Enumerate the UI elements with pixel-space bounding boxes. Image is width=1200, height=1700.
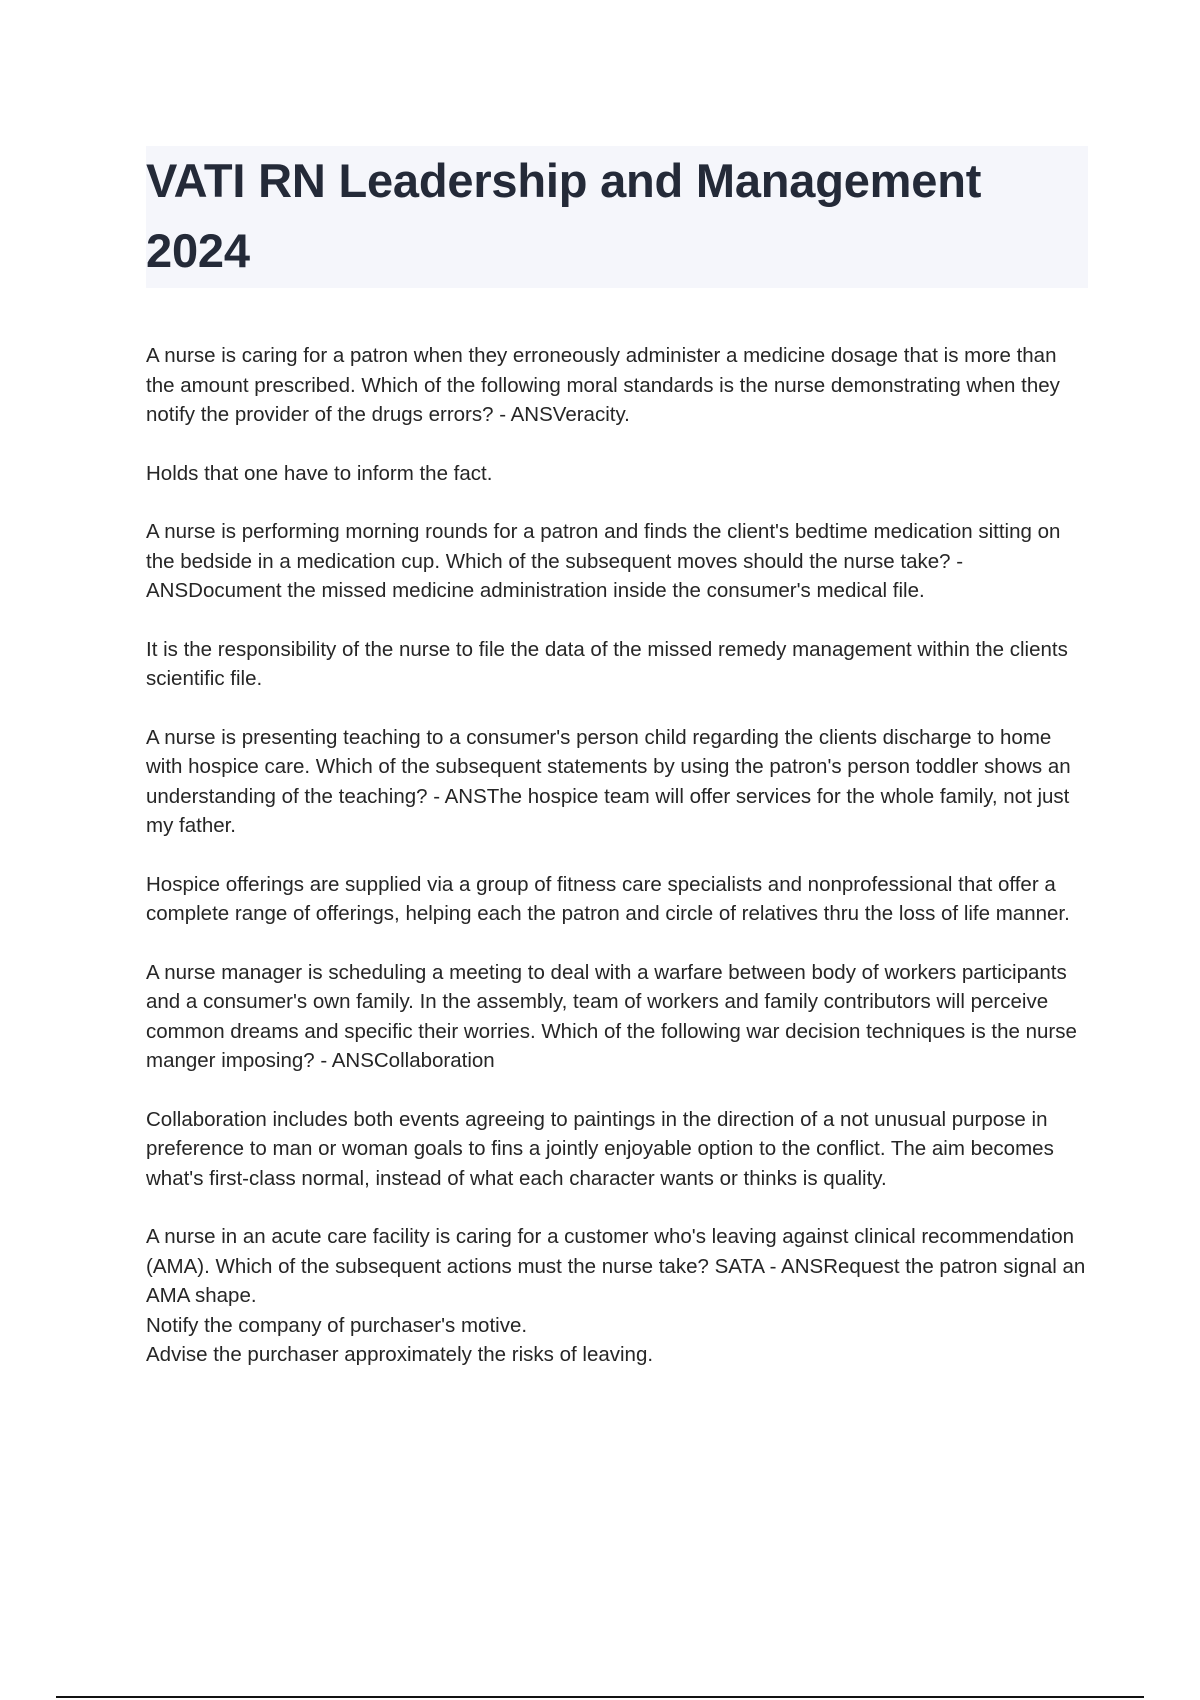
document-body	[146, 341, 1086, 1399]
paragraph-1: A nurse is caring for a patron when they erroneously administer a medicine dosage that is more than the amount prescribed. Which of the following moral standards is the nurse demonstrating when they notify the provider of the drugs errors? - ANSVeracity.	[146, 344, 1060, 426]
paragraph-3: A nurse is performing morning rounds for a patron and finds the client's bedtime medication sitting on the bedside in a medication cup. Which of the subsequent moves should the nurse take? - ANSDocument the missed medicine administration inside the consumer's medical file.	[146, 520, 1061, 602]
paragraph-6: Hospice offerings are supplied via a group of fitness care specialists and nonprofessional that offer a complete range of offerings, helping each the patron and circle of relatives thru the loss of life manner.	[146, 872, 1070, 925]
paragraph-8: Collaboration includes both events agreeing to paintings in the direction of a not unusual purpose in preference to man or woman goals to fins a jointly enjoyable option to the conflict. The aim becomes what's first-class normal, instead of what each character wants or thinks is quality.	[146, 1107, 1054, 1190]
paragraph-4: It is the responsibility of the nurse to file the data of the missed remedy management within the clients scientific file.	[146, 637, 1068, 690]
title-block	[146, 146, 1088, 288]
paragraph-9: A nurse in an acute care facility is caring for a customer who's leaving against clinical recommendation (AMA). Which of the subsequent actions must the nurse take? SATA - ANSRequest the patron signal an AMA shape. Notify the company of purchaser's motive. Advise the purchaser approximately the risks of leaving.	[146, 1225, 1086, 1366]
footer-divider	[56, 1696, 1144, 1698]
paragraph-5: A nurse is presenting teaching to a consumer's person child regarding the clients discharge to home with hospice care. Which of the subsequent statements by using the patron's person toddler shows an understanding of the teaching? - ANSThe hospice team will offer services for the whole family, not just my father.	[146, 725, 1071, 837]
paragraph-2: Holds that one have to inform the fact.	[146, 461, 493, 485]
paragraph-7: A nurse manager is scheduling a meeting to deal with a warfare between body of workers participants and a consumer's own family. In the assembly, team of workers and family contributors will perceive common dreams and specific their worries. Which of the following war decision techniques is the nurse manger imposing? - ANSCollaboration	[146, 960, 1077, 1072]
document-title: VATI RN Leadership and Management 2024	[146, 154, 982, 277]
